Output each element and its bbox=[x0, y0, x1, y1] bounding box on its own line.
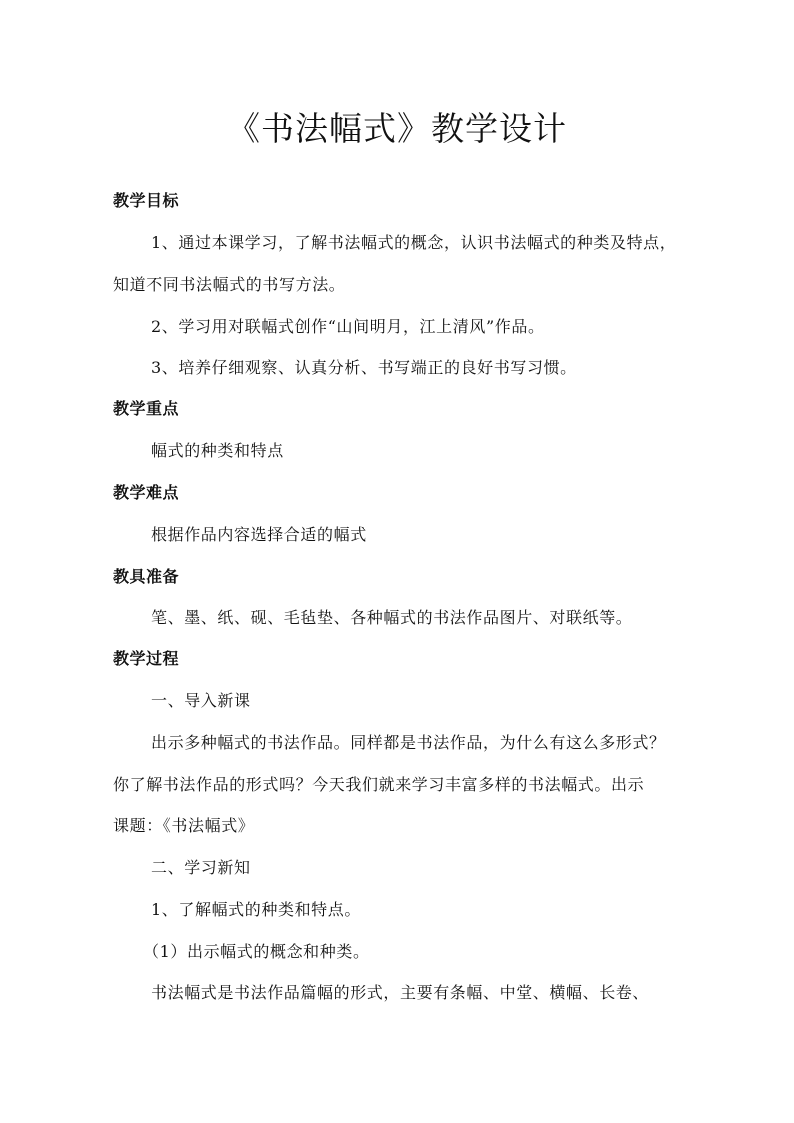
page-title: 《书法幅式》教学设计 bbox=[227, 109, 567, 148]
process-step-2-title: 二、学习新知 bbox=[151, 858, 251, 877]
process-step-2-sub-1: （1）出示幅式的概念和种类。 bbox=[143, 942, 370, 961]
process-step-1-line-2: 你了解书法作品的形式吗？今天我们就来学习丰富多样的书法幅式。出示 bbox=[113, 775, 645, 794]
heading-key-points: 教学重点 bbox=[113, 399, 180, 418]
heading-difficulties: 教学难点 bbox=[113, 483, 180, 502]
key-points-text: 幅式的种类和特点 bbox=[151, 441, 284, 460]
difficulties-text: 根据作品内容选择合适的幅式 bbox=[151, 525, 367, 544]
process-step-1-line-3: 课题：《书法幅式》 bbox=[113, 816, 255, 835]
objective-1-line-2: 知道不同书法幅式的书写方法。 bbox=[113, 275, 346, 294]
process-step-2-item-1: 1、了解幅式的种类和特点。 bbox=[151, 900, 361, 919]
heading-process: 教学过程 bbox=[113, 649, 180, 668]
process-step-1-title: 一、导入新课 bbox=[151, 691, 251, 710]
objective-1-line-1: 1、通过本课学习，了解书法幅式的概念，认识书法幅式的种类及特点， bbox=[151, 233, 677, 252]
process-step-2-paragraph: 书法幅式是书法作品篇幅的形式，主要有条幅、中堂、横幅、长卷、 bbox=[151, 983, 650, 1002]
materials-text: 笔、墨、纸、砚、毛毡垫、各种幅式的书法作品图片、对联纸等。 bbox=[151, 608, 633, 627]
objective-2: 2、学习用对联幅式创作“山间明月，江上清风”作品。 bbox=[151, 317, 545, 336]
process-step-1-line-1: 出示多种幅式的书法作品。同样都是书法作品，为什么有这么多形式？ bbox=[151, 733, 666, 752]
heading-materials: 教具准备 bbox=[113, 567, 180, 586]
objective-3: 3、培养仔细观察、认真分析、书写端正的良好书写习惯。 bbox=[151, 358, 577, 377]
heading-objectives: 教学目标 bbox=[113, 191, 180, 210]
